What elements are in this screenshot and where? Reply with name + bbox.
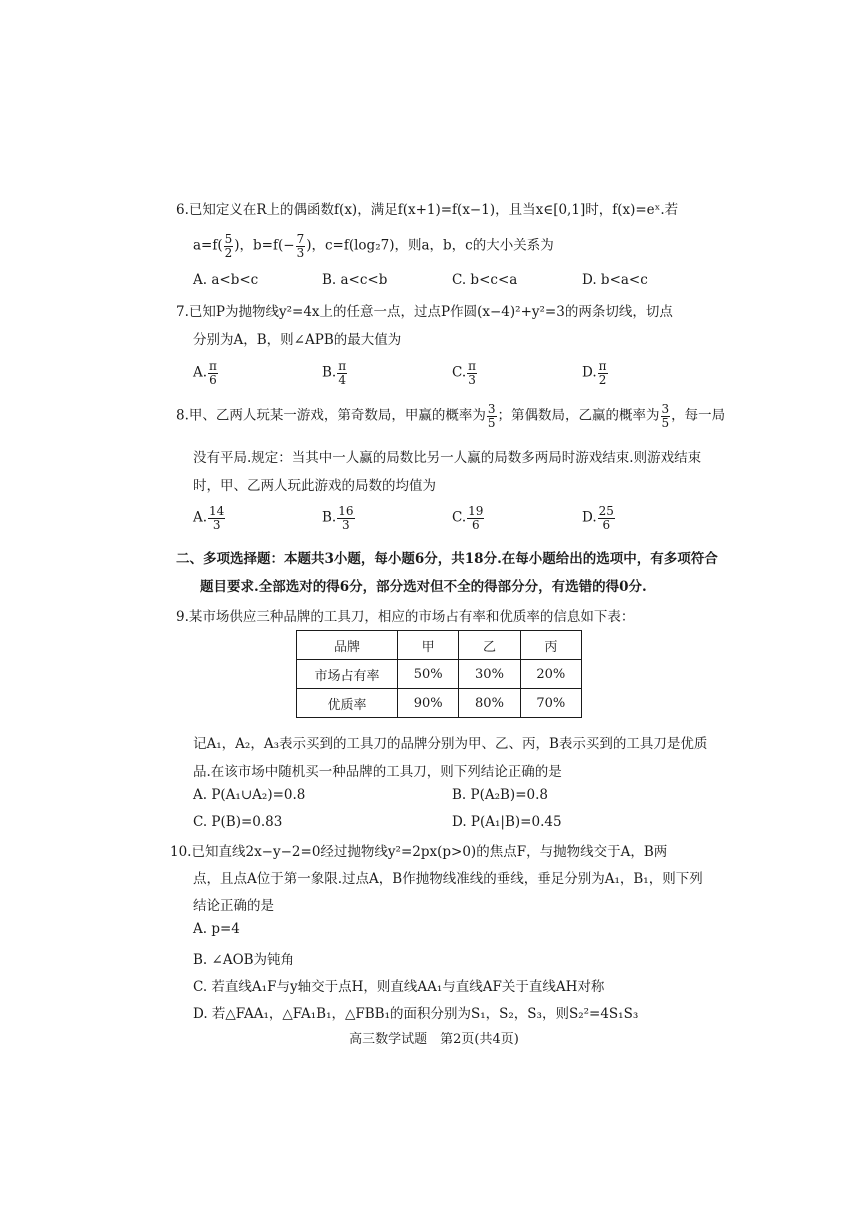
- table-header-cell: 乙: [459, 631, 520, 660]
- table-header-cell: 甲: [398, 631, 459, 660]
- fraction: $\frac{5}{2}$: [224, 232, 233, 260]
- table-cell: 70%: [520, 689, 581, 718]
- fraction: $\frac{3}{5}$: [487, 402, 496, 430]
- q8-option-a: A. $\frac{14}{3}$: [193, 504, 225, 532]
- q6-number: 6.: [176, 202, 189, 218]
- q8-option-b: B. $\frac{16}{3}$: [322, 504, 354, 532]
- table-cell: 优质率: [297, 689, 398, 718]
- q9-stem-1: 某市场供应三种品牌的工具刀，相应的市场占有率和优质率的信息如下表：: [188, 609, 635, 625]
- q6-line2: [193, 233, 554, 259]
- fraction: $\frac{7}{3}$: [296, 232, 305, 260]
- q8-option-d: D. $\frac{25}{6}$: [582, 504, 614, 532]
- q10-option-c: C. 若直线A₁F与y轴交于点H，则直线AA₁与直线AF关于直线AH对称: [193, 979, 605, 995]
- q8-option-c: C. $\frac{19}{6}$: [452, 504, 484, 532]
- q8-line2: 没有平局.规定：当其中一人赢的局数比另一人赢的局数多两局时游戏结束.则游戏结束: [193, 450, 702, 466]
- q10-line3: 结论正确的是: [193, 898, 274, 914]
- table-cell: 30%: [459, 660, 520, 689]
- q7-line2: 分别为A，B，则∠APB的最大值为: [193, 332, 402, 348]
- q6-option-b: B. a<c<b: [322, 272, 388, 288]
- table-header-cell: 品牌: [297, 631, 398, 660]
- q10-stem-1: 已知直线2x−y−2=0经过抛物线y²=2px(p>0)的焦点F，与抛物线交于A，B两: [191, 844, 668, 860]
- q9-option-c: C. P(B)=0.83: [193, 814, 283, 830]
- table-cell: 市场占有率: [297, 660, 398, 689]
- table-cell: 50%: [398, 660, 459, 689]
- q10-option-d: D. 若△FAA₁，△FA₁B₁，△FBB₁的面积分别为S₁，S₂，S₃，则S₂²=4S₁S₃: [193, 1006, 639, 1022]
- table-header-row: [297, 631, 582, 660]
- section2-heading-line2: 题目要求.全部选对的得6分，部分选对但不全的得部分分，有选错的得0分.: [200, 579, 647, 595]
- q7-line1: [176, 300, 673, 320]
- q9-number: 9.: [176, 609, 189, 625]
- q10-line2: 点，且点A位于第一象限.过点A，B作抛物线准线的垂线，垂足分别为A₁，B₁，则下列: [193, 871, 703, 887]
- q8-number: 8.: [176, 407, 189, 424]
- table-cell: 20%: [520, 660, 581, 689]
- q6-option-c: C. b<c<a: [452, 272, 518, 288]
- q7-stem-1: 已知P为抛物线y²=4x上的任意一点，过点P作圆(x−4)²+y²=3的两条切线，切点: [188, 304, 673, 320]
- q10-option-b: B. ∠AOB为钝角: [193, 952, 295, 968]
- q6-line1: [176, 198, 678, 218]
- q9-line3: 品.在该市场中随机买一种品牌的工具刀，则下列结论正确的是: [193, 764, 562, 780]
- table-cell: 80%: [459, 689, 520, 718]
- q9-option-a: A. P(A₁∪A₂)=0.8: [193, 787, 306, 803]
- table-row: [297, 660, 582, 689]
- q9-line1: [176, 605, 634, 625]
- page-footer: 高三数学试题 第2页(共4页): [349, 1032, 519, 1047]
- q6-stem-2a: a=f(: [193, 237, 223, 254]
- q10-number: 10.: [170, 844, 192, 860]
- q9-line2: 记A₁，A₂，A₃表示买到的工具刀的品牌分别为甲、乙、丙，B表示买到的工具刀是优质: [193, 736, 708, 752]
- table-header-cell: 丙: [520, 631, 581, 660]
- q6-option-a: A. a<b<c: [193, 272, 259, 288]
- q9-option-b: B. P(A₂B)=0.8: [452, 787, 548, 803]
- fraction: $\frac{3}{5}$: [661, 402, 670, 430]
- q6-stem-2c: )，c=f(log₂7)，则a，b，c的大小关系为: [306, 237, 554, 254]
- q6-stem-2b: )，b=f(−: [234, 237, 295, 254]
- q6-option-d: D. b<a<c: [582, 272, 648, 288]
- q10-option-a: A. p=4: [193, 921, 240, 937]
- table-cell: 90%: [398, 689, 459, 718]
- q7-option-d: D. $\frac{\pi}{2}$: [582, 359, 607, 387]
- q8-line3: 时，甲、乙两人玩此游戏的局数的均值为: [193, 478, 436, 494]
- q7-number: 7.: [176, 304, 189, 320]
- q7-option-a: A. $\frac{\pi}{6}$: [193, 359, 217, 387]
- q8-line1: 8.甲、乙两人玩某一游戏，第奇数局，甲赢的概率为 $\frac{3}{5}$ ；第偶数局，乙赢的概率为 $\frac{3}{5}$ ，每一局: [176, 402, 726, 430]
- q6-stem-1: 已知定义在R上的偶函数f(x)，满足f(x+1)=f(x−1)，且当x∈[0,1]时，f(x)=eˣ.若: [188, 202, 679, 218]
- q7-option-c: C. $\frac{\pi}{3}$: [452, 359, 477, 387]
- section2-heading-line1: 二、多项选择题：本题共3小题，每小题6分，共18分.在每小题给出的选项中，有多项符合: [176, 551, 718, 567]
- q10-line1: [170, 840, 667, 860]
- q7-option-b: B. $\frac{\pi}{4}$: [322, 359, 347, 387]
- q9-option-d: D. P(A₁|B)=0.45: [452, 814, 562, 830]
- table-row: [297, 689, 582, 718]
- brand-table: [296, 630, 582, 718]
